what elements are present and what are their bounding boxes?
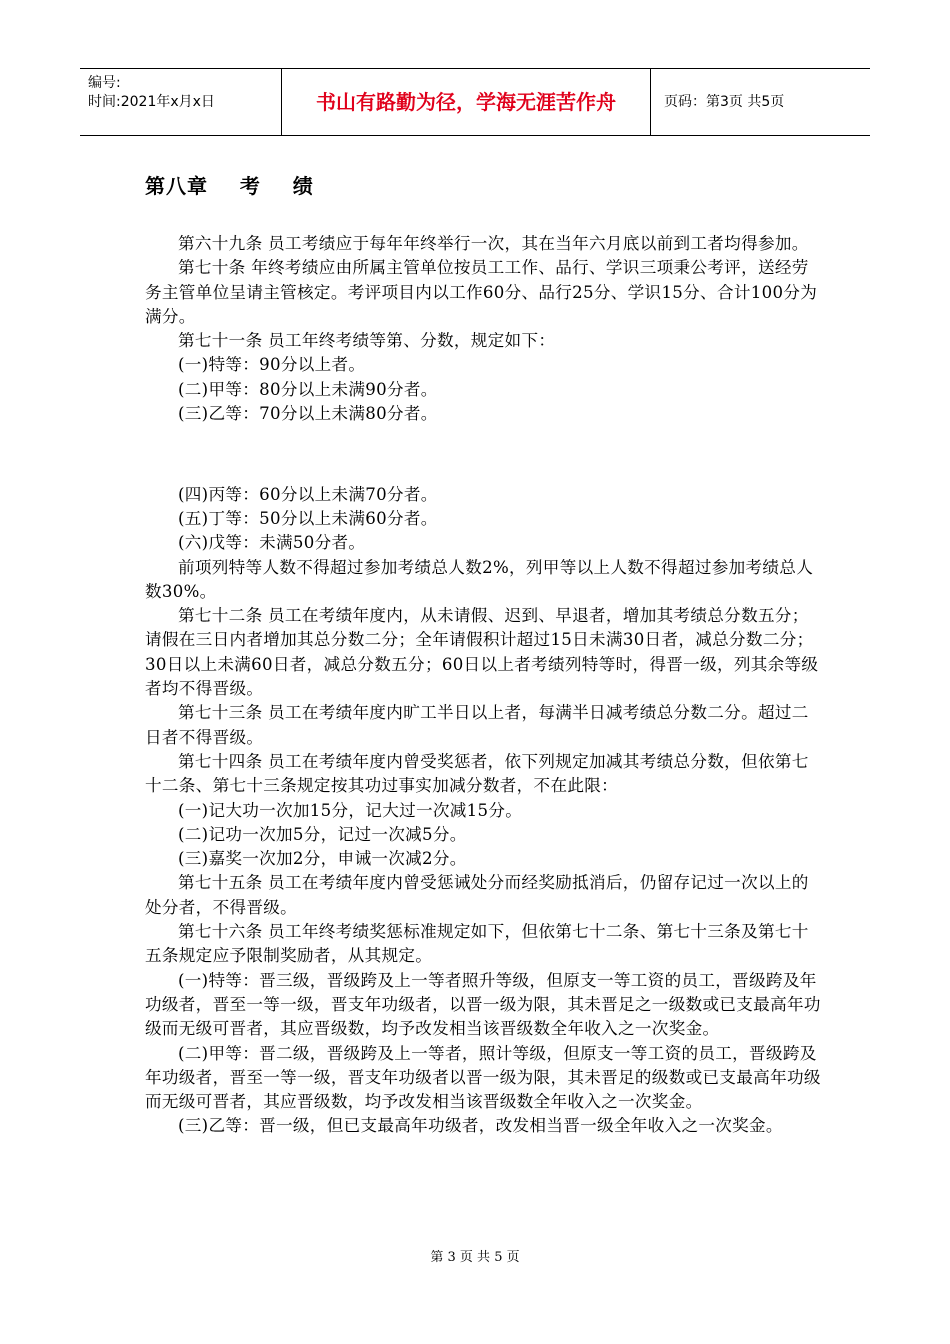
paragraph: 第七十五条 员工在考绩年度内曾受惩诫处分而经奖励抵消后，仍留存记过一次以上的处分者，不得晋级。 bbox=[145, 873, 809, 917]
paragraph: (三)乙等：晋一级，但已支最高年功级者，改发相当晋一级全年收入之一次奖金。 bbox=[178, 1116, 783, 1136]
paragraph: (四)丙等：60分以上未满70分者。 bbox=[178, 484, 438, 504]
paragraph: 第七十六条 员工年终考绩奖惩标准规定如下，但依第七十二条、第七十三条及第七十五条规定应予限制奖励者，从其规定。 bbox=[145, 922, 809, 966]
paragraph: (二)甲等：晋二级，晋级跨及上一等者，照计等级，但原支一等工资的员工，晋级跨及年功级者，晋至一等一级，晋支年功级者以晋一级为限，其未晋足的级数或已支最高年功级而无级可晋者，其应晋级数，均予改发相当该晋级数全年收入之一次奖金。 bbox=[145, 1043, 821, 1112]
header-motto: 书山有路勤为径，学海无涯苦作舟 bbox=[281, 69, 651, 135]
paragraph: 第七十四条 员工在考绩年度内曾受奖惩者，依下列规定加减其考绩总分数，但依第七十二条、第七十三条规定按其功过事实加减分数者，不在此限： bbox=[145, 751, 809, 796]
paragraph: (二)记功一次加5分，记过一次减5分。 bbox=[178, 824, 467, 844]
paragraph: (三)乙等：70分以上未满80分者。 bbox=[178, 404, 438, 424]
chapter-title: 第八章 考 绩 bbox=[145, 174, 314, 198]
header-page-number: 页码：第3页 共5页 bbox=[664, 94, 785, 110]
blank-line bbox=[145, 442, 825, 466]
document-number-label: 编号: bbox=[88, 75, 121, 91]
header-meta bbox=[80, 69, 280, 135]
paragraph: (一)特等：晋三级，晋级跨及上一等者照升等级，但原支一等工资的员工，晋级跨及年功级者，晋至一等一级，晋支年功级者，以晋一级为限，其未晋足之一级数或已支最高年功级而无级可晋者，其应晋级数，均予改发相当该晋级数全年收入之一次奖金。 bbox=[145, 970, 821, 1039]
paragraph: (六)戊等：未满50分者。 bbox=[178, 533, 366, 553]
paragraph: 前项列特等人数不得超过参加考绩总人数2%，列甲等以上人数不得超过参加考绩总人数30%。 bbox=[145, 557, 814, 601]
paragraph: 第七十一条 员工年终考绩等第、分数，规定如下： bbox=[178, 331, 556, 351]
paragraph: 第七十三条 员工在考绩年度内旷工半日以上者，每满半日减考绩总分数二分。超过二日者不得晋级。 bbox=[145, 703, 809, 747]
page-header bbox=[80, 68, 870, 136]
paragraph: 第七十二条 员工在考绩年度内，从未请假、迟到、早退者，增加其考绩总分数五分；请假在三日内者增加其总分数二分；全年请假积计超过15日未满30日者，减总分数二分；30日以上未满60日者，减总分数五分；60日以上者考绩列特等时，得晋一级，列其余等级者均不得晋级。 bbox=[145, 606, 819, 699]
paragraph: 第六十九条 员工考绩应于每年年终举行一次，其在当年六月底以前到工者均得参加。 bbox=[178, 234, 809, 253]
page-footer: 第 3 页 共 5 页 bbox=[430, 1250, 520, 1265]
paragraph: (三)嘉奖一次加2分，申诫一次减2分。 bbox=[178, 849, 467, 869]
paragraph: (一)记大功一次加15分，记大过一次减15分。 bbox=[178, 800, 523, 820]
paragraph: (五)丁等：50分以上未满60分者。 bbox=[178, 508, 438, 528]
paragraph: (二)甲等：80分以上未满90分者。 bbox=[178, 379, 438, 399]
paragraph: 第七十条 年终考绩应由所属主管单位按员工工作、品行、学识三项秉公考评，送经劳务主管单位呈请主管核定。考评项目内以工作60分、品行25分、学识15分、合计100分为满分。 bbox=[145, 258, 818, 326]
document-body bbox=[145, 232, 825, 1139]
document-time-label: 时间:2021年x月x日 bbox=[88, 94, 215, 110]
paragraph: (一)特等：90分以上者。 bbox=[178, 355, 366, 375]
